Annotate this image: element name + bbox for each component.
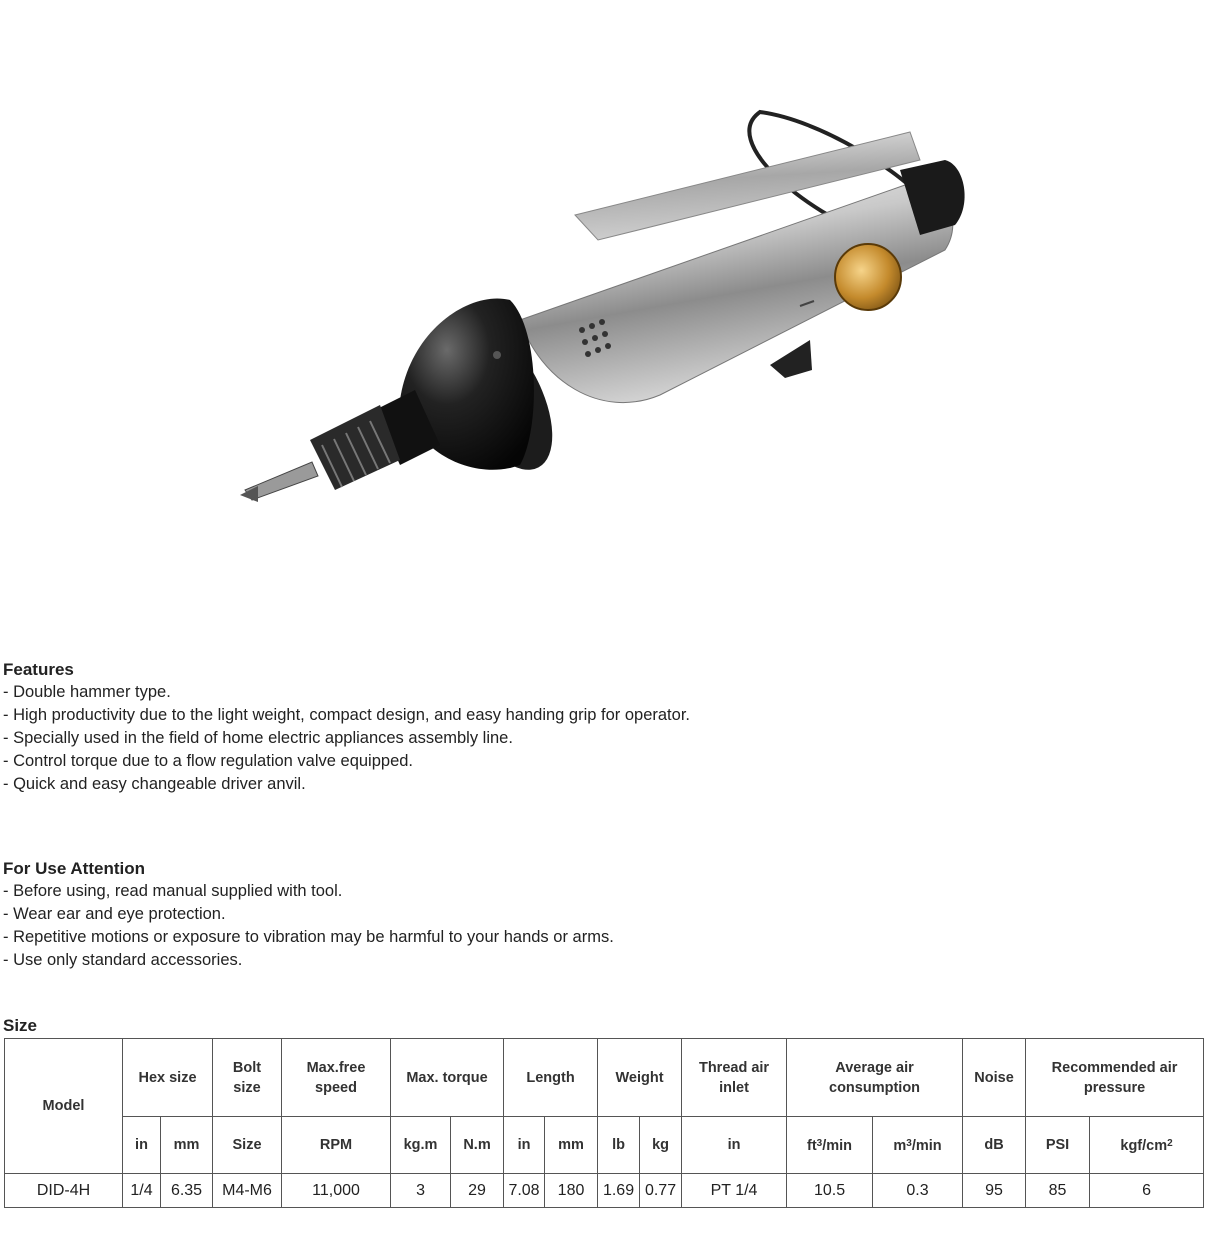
features-title: Features (3, 660, 74, 679)
screwdriver-illustration (240, 112, 965, 502)
attention-item: - Before using, read manual supplied with tool. (3, 882, 343, 900)
cell-weight-lb: 1.69 (598, 1174, 640, 1208)
unit-weight-lb: lb (598, 1117, 640, 1174)
feature-item: - Specially used in the field of home electric appliances assembly line. (3, 729, 513, 747)
unit-kgf: kgf/$cm^2$ (1090, 1117, 1204, 1174)
cell-length-mm: 180 (545, 1174, 598, 1208)
attention-title: For Use Attention (3, 859, 145, 878)
cell-kgf: 6 (1090, 1174, 1204, 1208)
unit-noise: dB (963, 1117, 1026, 1174)
unit-speed: RPM (282, 1117, 391, 1174)
unit-length-in: in (504, 1117, 545, 1174)
cell-length-in: 7.08 (504, 1174, 545, 1208)
unit-hex-mm: mm (161, 1117, 213, 1174)
table-row (5, 1174, 1204, 1208)
cell-air-m3: 0.3 (873, 1174, 963, 1208)
feature-item: - Double hammer type. (3, 683, 171, 701)
table-unit-row (5, 1117, 1204, 1174)
cell-air-ft3: 10.5 (787, 1174, 873, 1208)
unit-torque-nm: N.m (451, 1117, 504, 1174)
header-thread-air-inlet: Thread air inlet (682, 1039, 787, 1117)
unit-inlet: in (682, 1117, 787, 1174)
header-weight: Weight (598, 1039, 682, 1117)
attention-item: - Repetitive motions or exposure to vibration may be harmful to your hands or arms. (3, 928, 614, 946)
table-header-row (5, 1039, 1204, 1117)
header-bolt-size: Bolt size (213, 1039, 282, 1117)
unit-length-mm: mm (545, 1117, 598, 1174)
cell-psi: 85 (1026, 1174, 1090, 1208)
cell-inlet: PT 1/4 (682, 1174, 787, 1208)
header-noise: Noise (963, 1039, 1026, 1117)
unit-weight-kg: kg (640, 1117, 682, 1174)
unit-air-m3: $m^3/\min$ (873, 1117, 963, 1174)
header-max-torque: Max. torque (391, 1039, 504, 1117)
unit-psi: PSI (1026, 1117, 1090, 1174)
header-average-air-consumption: Average air consumption (787, 1039, 963, 1117)
size-title: Size (3, 1016, 38, 1035)
unit-air-ft3: $ft^3/\min$ (787, 1117, 873, 1174)
attention-item: - Use only standard accessories. (3, 951, 243, 969)
cell-speed: 11,000 (282, 1174, 391, 1208)
attention-section (3, 857, 614, 972)
feature-item: - Quick and easy changeable driver anvil. (3, 775, 306, 793)
cell-model: DID-4H (5, 1174, 123, 1208)
header-model: Model (5, 1039, 123, 1174)
spec-table (4, 1038, 1204, 1208)
cell-hex-mm: 6.35 (161, 1174, 213, 1208)
unit-hex-in: in (123, 1117, 161, 1174)
cell-weight-kg: 0.77 (640, 1174, 682, 1208)
cell-torque-kgm: 3 (391, 1174, 451, 1208)
cell-noise: 95 (963, 1174, 1026, 1208)
header-max-free-speed: Max.free speed (282, 1039, 391, 1117)
unit-bolt: Size (213, 1117, 282, 1174)
cell-hex-in: 1/4 (123, 1174, 161, 1208)
feature-item: - High productivity due to the light weight, compact design, and easy handing grip for operator. (3, 706, 690, 724)
cell-torque-nm: 29 (451, 1174, 504, 1208)
header-recommended-air-pressure: Recommended air pressure (1026, 1039, 1204, 1117)
header-length: Length (504, 1039, 598, 1117)
unit-torque-kgm: kg.m (391, 1117, 451, 1174)
attention-item: - Wear ear and eye protection. (3, 905, 226, 923)
header-hex-size: Hex size (123, 1039, 213, 1117)
feature-item: - Control torque due to a flow regulation valve equipped. (3, 752, 414, 770)
features-section (3, 658, 690, 796)
cell-bolt: M4-M6 (213, 1174, 282, 1208)
